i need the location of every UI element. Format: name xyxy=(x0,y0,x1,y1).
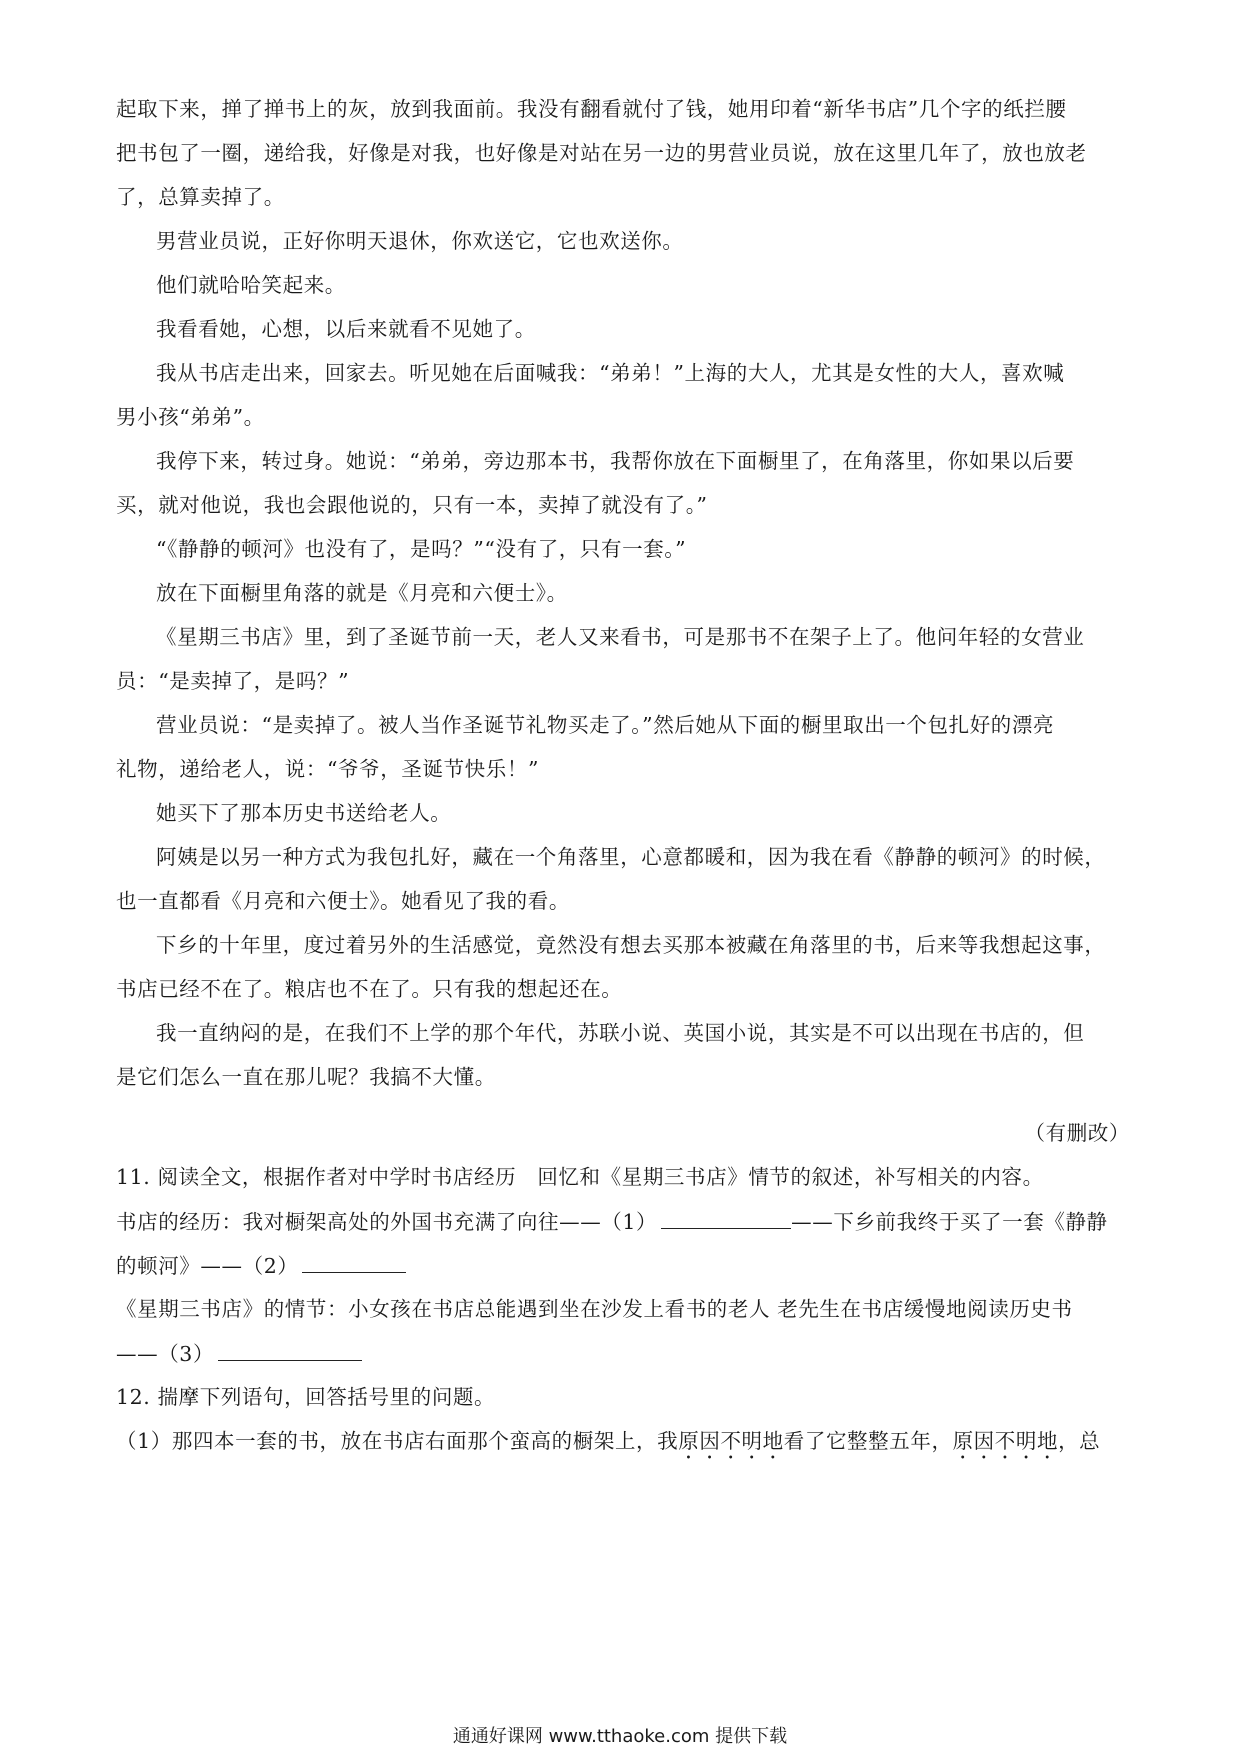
q12-text: ，总 xyxy=(1058,1429,1101,1453)
text-line: 我看看她，心想，以后来就看不见她了。 xyxy=(156,317,536,341)
text-line: 下乡的十年里，度过着另外的生活感觉，竟然没有想去买那本被藏在角落里的书，后来等我想起这事， xyxy=(156,933,1106,957)
text-line: 我从书店走出来，回家去。听见她在后面喊我：“弟弟！”上海的大人，尤其是女性的大人，喜欢喊 xyxy=(156,361,1065,385)
text-line: 他们就哈哈笑起来。 xyxy=(156,273,346,297)
text-line: 男小孩“弟弟”。 xyxy=(116,405,265,429)
text-line: 是它们怎么一直在那儿呢？我搞不大懂。 xyxy=(116,1065,496,1089)
text-line: 书店已经不在了。粮店也不在了。只有我的想起还在。 xyxy=(116,977,623,1001)
q11-text: ——（3） xyxy=(116,1342,215,1366)
text-line: 《星期三书店》里，到了圣诞节前一天，老人又来看书，可是那书不在架子上了。他问年轻的女营业 xyxy=(156,625,1085,649)
text-line: 我一直纳闷的是，在我们不上学的那个年代，苏联小说、英国小说，其实是不可以出现在书店的，但 xyxy=(156,1021,1085,1045)
question-11-line xyxy=(116,1338,362,1369)
q11-text: 书店的经历：我对橱架高处的外国书充满了向往——（1） xyxy=(116,1210,658,1234)
text-line: 她买下了那本历史书送给老人。 xyxy=(156,801,452,825)
question-11-line xyxy=(116,1250,406,1281)
text-line: 也一直都看《月亮和六便士》。她看见了我的看。 xyxy=(116,889,570,913)
q11-text: 的顿河》——（2） xyxy=(116,1254,299,1278)
text-line: 把书包了一圈，递给我，好像是对我，也好像是对站在另一边的男营业员说，放在这里几年了，放也放老 xyxy=(116,141,1087,165)
text-line: 我停下来，转过身。她说：“弟弟，旁边那本书，我帮你放在下面橱里了，在角落里，你如果以后要 xyxy=(156,449,1075,473)
question-11-line: 《星期三书店》的情节：小女孩在书店总能遇到坐在沙发上看书的老人 老先生在书店缓慢地阅读历史书 xyxy=(116,1297,1073,1321)
text-line: 营业员说：“是卖掉了。被人当作圣诞节礼物买走了。”然后她从下面的橱里取出一个包扎好的漂亮 xyxy=(156,713,1055,737)
text-line: “《静静的顿河》也没有了，是吗？”“没有了，只有一套。” xyxy=(156,537,687,561)
text-line: 买，就对他说，我也会跟他说的，只有一本，卖掉了就没有了。” xyxy=(116,493,708,517)
question-12-sentence xyxy=(116,1426,1100,1464)
answer-blank-2[interactable] xyxy=(302,1250,406,1273)
emphasized-phrase: 原因不明地 xyxy=(678,1429,784,1453)
question-11-title: 11. 阅读全文，根据作者对中学时书店经历 回忆和《星期三书店》情节的叙述，补写相关的内容。 xyxy=(116,1165,1044,1189)
text-line: 了，总算卖掉了。 xyxy=(116,185,285,209)
revision-note: （有删改） xyxy=(1024,1121,1130,1145)
footer-credit: 通通好课网 www.tthaoke.com 提供下载 xyxy=(452,1726,788,1747)
emphasized-phrase: 原因不明地 xyxy=(952,1429,1059,1453)
answer-blank-3[interactable] xyxy=(218,1338,362,1361)
q12-text: （1）那四本一套的书，放在书店右面那个蛮高的橱架上，我 xyxy=(116,1429,679,1453)
text-line: 起取下来，掸了掸书上的灰，放到我面前。我没有翻看就付了钱，她用印着“新华书店”几个字的纸拦腰 xyxy=(116,97,1067,121)
question-12-title: 12. 揣摩下列语句，回答括号里的问题。 xyxy=(116,1385,496,1409)
q12-text: 看了它整整五年， xyxy=(783,1429,953,1453)
q11-text: ——下乡前我终于买了一套《静静 xyxy=(791,1210,1108,1234)
text-line: 男营业员说，正好你明天退休，你欢送它，它也欢送你。 xyxy=(156,229,684,253)
text-line: 放在下面橱里角落的就是《月亮和六便士》。 xyxy=(156,581,568,605)
text-line: 礼物，递给老人，说：“爷爷，圣诞节快乐！” xyxy=(116,757,540,781)
text-line: 员：“是卖掉了，是吗？” xyxy=(116,669,350,693)
question-11-line xyxy=(116,1206,1108,1237)
text-line: 阿姨是以另一种方式为我包扎好，藏在一个角落里，心意都暖和，因为我在看《静静的顿河》的时候， xyxy=(156,845,1106,869)
answer-blank-1[interactable] xyxy=(661,1206,791,1229)
